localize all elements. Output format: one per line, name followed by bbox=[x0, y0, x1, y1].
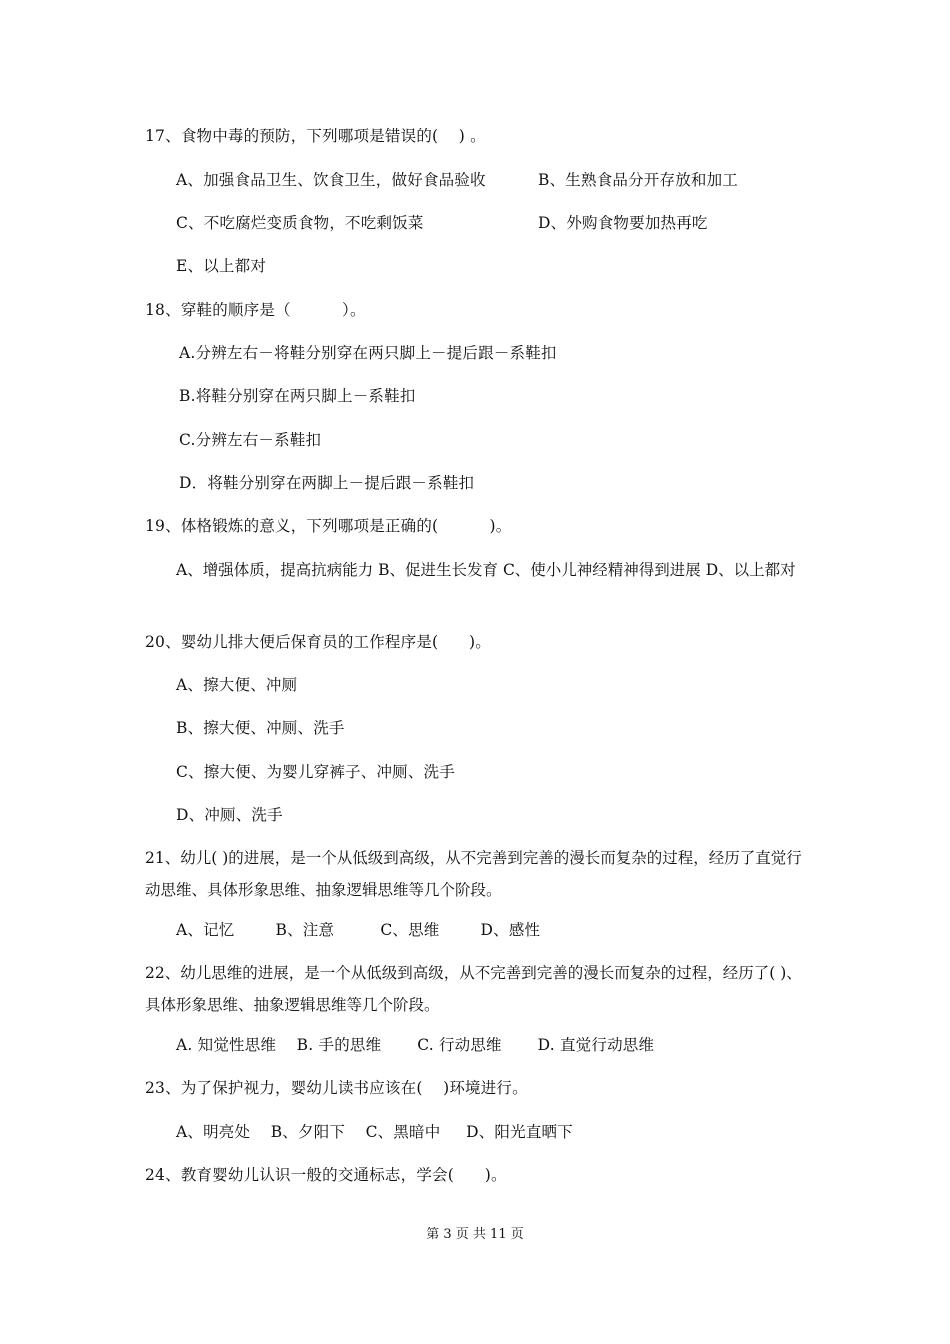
question-17-option-c: C、不吃腐烂变质食物，不吃剩饭菜 bbox=[176, 214, 424, 232]
question-17-option-a: A、加强食品卫生、饮食卫生，做好食品验收 bbox=[176, 171, 486, 189]
question-21-options: A、记忆 B、注意 C、思维 D、感性 bbox=[176, 921, 541, 939]
question-19-options: A、增强体质，提高抗病能力 B、促进生长发育 C、使小儿神经精神得到进展 D、以上都对 bbox=[176, 561, 796, 579]
page-number-footer: 第 3 页 共 11 页 bbox=[426, 1227, 524, 1242]
question-22-options: A. 知觉性思维 B. 手的思维 C. 行动思维 D. 直觉行动思维 bbox=[176, 1036, 655, 1054]
question-23-options: A、明亮处 B、夕阳下 C、黑暗中 D、阳光直晒下 bbox=[176, 1123, 573, 1141]
question-20-option-c: C、擦大便、为婴儿穿裤子、冲厕、洗手 bbox=[176, 763, 455, 781]
question-17-stem: 17、食物中毒的预防，下列哪项是错误的( ) 。 bbox=[145, 127, 486, 145]
question-18-stem: 18、穿鞋的顺序是（ ）。 bbox=[145, 301, 366, 319]
question-22-stem: 22、幼儿思维的进展，是一个从低级到高级，从不完善到完善的漫长而复杂的过程，经历了( )、具体形象思维、抽象逻辑思维等几个阶段。 bbox=[145, 964, 802, 1014]
question-17-option-b: B、生熟食品分开存放和加工 bbox=[538, 171, 738, 189]
question-24-stem: 24、教育婴幼儿认识一般的交通标志，学会( )。 bbox=[145, 1166, 507, 1184]
question-23-stem: 23、为了保护视力，婴幼儿读书应该在( )环境进行。 bbox=[145, 1079, 528, 1097]
question-20-option-d: D、冲厕、洗手 bbox=[176, 806, 283, 824]
question-20-option-b: B、擦大便、冲厕、洗手 bbox=[176, 719, 345, 737]
question-19-stem: 19、体格锻炼的意义，下列哪项是正确的( )。 bbox=[145, 517, 512, 535]
question-18-option-b: B.将鞋分别穿在两只脚上－系鞋扣 bbox=[179, 387, 416, 405]
question-17-option-d: D、外购食物要加热再吃 bbox=[538, 214, 708, 232]
question-18-option-c: C.分辨左右－系鞋扣 bbox=[179, 431, 322, 449]
question-20-option-a: A、擦大便、冲厕 bbox=[176, 676, 298, 694]
question-17-option-e: E、以上都对 bbox=[176, 257, 267, 275]
question-18-option-d: D．将鞋分别穿在两脚上－提后跟－系鞋扣 bbox=[179, 474, 475, 492]
question-21-stem: 21、幼儿( )的进展，是一个从低级到高级，从不完善到完善的漫长而复杂的过程，经历了直觉行动思维、具体形象思维、抽象逻辑思维等几个阶段。 bbox=[145, 849, 802, 899]
question-18-option-a: A.分辨左右－将鞋分别穿在两只脚上－提后跟－系鞋扣 bbox=[179, 344, 557, 362]
question-20-stem: 20、婴幼儿排大便后保育员的工作程序是( )。 bbox=[145, 633, 491, 651]
